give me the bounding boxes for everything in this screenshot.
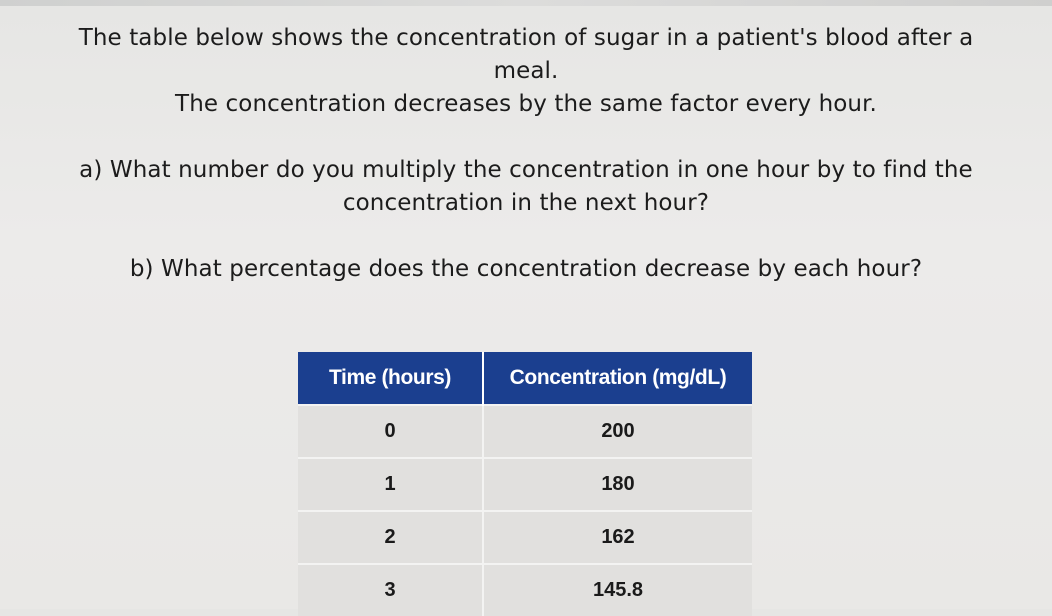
cell-time: 1	[298, 458, 483, 511]
cell-time: 3	[298, 564, 483, 616]
question-a-line-2: concentration in the next hour?	[342, 190, 710, 216]
header-concentration: Concentration (mg/dL)	[483, 352, 752, 405]
cell-time: 0	[298, 405, 483, 458]
cell-concentration: 145.8	[483, 564, 752, 616]
question-b	[0, 253, 1052, 286]
intro-line-1: The table below shows the concentration of sugar in a patient's blood after a	[78, 25, 974, 51]
table-row	[298, 458, 752, 511]
table-row	[298, 405, 752, 458]
question-b-line-1: b) What percentage does the concentration decrease by each hour?	[129, 256, 923, 282]
table-row	[298, 564, 752, 616]
intro-text	[0, 22, 1052, 121]
intro-line-2: meal.	[493, 58, 559, 84]
cell-concentration: 200	[483, 405, 752, 458]
table-row	[298, 511, 752, 564]
header-time: Time (hours)	[298, 352, 483, 405]
cell-time: 2	[298, 511, 483, 564]
concentration-table	[298, 352, 752, 616]
question-a-line-1: a) What number do you multiply the concentration in one hour by to find the	[79, 157, 973, 183]
cell-concentration: 162	[483, 511, 752, 564]
intro-line-3: The concentration decreases by the same factor every hour.	[175, 91, 877, 117]
cell-concentration: 180	[483, 458, 752, 511]
question-a	[0, 154, 1052, 220]
top-edge-strip	[0, 0, 1052, 6]
table-header-row	[298, 352, 752, 405]
